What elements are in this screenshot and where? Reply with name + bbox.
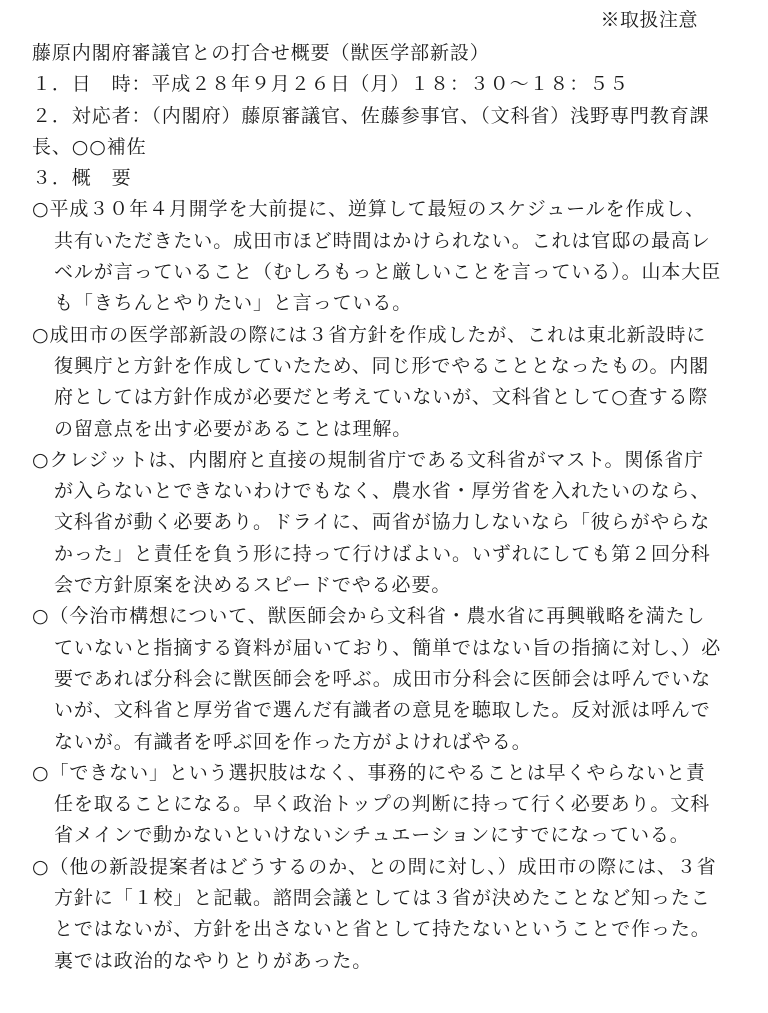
document-body bbox=[32, 38, 732, 977]
summary-item-line: ○（今治市構想について、獣医師会から文科省・農水省に再興戦略を満たし bbox=[32, 605, 706, 628]
summary-item-line: 会で方針原案を決めるスピードでやる必要。 bbox=[54, 574, 452, 597]
summary-item bbox=[32, 320, 732, 445]
summary-item-line: ○クレジットは、内閣府と直接の規制省庁である文科省がマスト。関係省庁 bbox=[32, 448, 704, 471]
summary-item-line: 省メインで動かないといけないシチュエーションにすでになっている。 bbox=[54, 824, 690, 847]
summary-item-line: かった」と責任を負う形に持って行けばよい。いずれにしても第２回分科 bbox=[54, 542, 711, 565]
summary-item-line: 府としては方針作成が必要だと考えていないが、文科省として○査する際 bbox=[54, 386, 709, 409]
attendees-line-2: 長、○○補佐 bbox=[32, 135, 147, 158]
handling-caution-note: ※取扱注意 bbox=[600, 9, 698, 31]
summary-item bbox=[32, 601, 732, 757]
summary-item-line: 文科省が動く必要あり。ドライに、両省が協力しないなら「彼らがやらな bbox=[54, 511, 711, 534]
summary-item-line: 共有いただきたい。成田市ほど時間はかけられない。これは官邸の最高レ bbox=[54, 229, 711, 252]
summary-item-line: 方針に「１校」と記載。諮問会議としては３省が決めたことなど知ったこ bbox=[54, 887, 711, 910]
meeting-datetime: １．日 時：平成２８年９月２６日（月）１８：３０～１８：５５ bbox=[32, 73, 630, 96]
summary-item-line: ベルが言っていること（むしろもっと厳しいことを言っている）。山本大臣 bbox=[54, 261, 722, 284]
summary-item-line: 任を取ることになる。早く政治トップの判断に持って行く必要あり。文科 bbox=[54, 793, 711, 816]
summary-items bbox=[32, 194, 732, 976]
summary-item bbox=[32, 194, 732, 319]
summary-item-line: ○「できない」という選択肢はなく、事務的にやることは早くやらないと責 bbox=[32, 761, 706, 784]
summary-item bbox=[32, 758, 732, 852]
summary-item-line: いが、文科省と厚労省で選んだ有識者の意見を聴取した。反対派は呼んで bbox=[54, 699, 711, 722]
summary-item-line: 復興庁と方針を作成していたため、同じ形でやることとなったもの。内閣 bbox=[54, 354, 710, 377]
summary-item bbox=[32, 852, 732, 977]
summary-item-line: も「きちんとやりたい」と言っている。 bbox=[54, 292, 413, 315]
summary-item-line: ○（他の新設提案者はどうするのか、との問に対し、）成田市の際には、３省 bbox=[32, 855, 717, 878]
summary-item-line: 要であれば分科会に獣医師会を呼ぶ。成田市分科会に医師会は呼んでいな bbox=[54, 667, 712, 690]
summary-item-line: 裏では政治的なやりとりがあった。 bbox=[54, 949, 373, 972]
summary-item-line: の留意点を出す必要があることは理解。 bbox=[54, 417, 413, 440]
summary-item-line: とではないが、方針を出さないと省として持たないということで作った。 bbox=[54, 918, 711, 941]
document-title: 藤原内閣府審議官との打合せ概要（獣医学部新設） bbox=[32, 42, 490, 64]
summary-item-line: ていないと指摘する資料が届いており、簡単ではない旨の指摘に対し、）必 bbox=[54, 636, 722, 659]
summary-heading: ３．概 要 bbox=[32, 167, 132, 190]
summary-item bbox=[32, 445, 732, 601]
summary-item-line: ○平成３０年４月開学を大前提に、逆算して最短のスケジュールを作成し、 bbox=[32, 198, 706, 221]
attendees-line-1: ２．対応者：（内閣府）藤原審議官、佐藤参事官、（文科省）浅野専門教育課 bbox=[32, 104, 710, 127]
summary-item-line: ないが。有識者を呼ぶ回を作った方がよければやる。 bbox=[54, 730, 532, 753]
summary-item-line: が入らないとできないわけでもなく、農水省・厚労省を入れたいのなら、 bbox=[54, 480, 711, 503]
summary-item-line: ○成田市の医学部新設の際には３省方針を作成したが、これは東北新設時に bbox=[32, 323, 707, 346]
